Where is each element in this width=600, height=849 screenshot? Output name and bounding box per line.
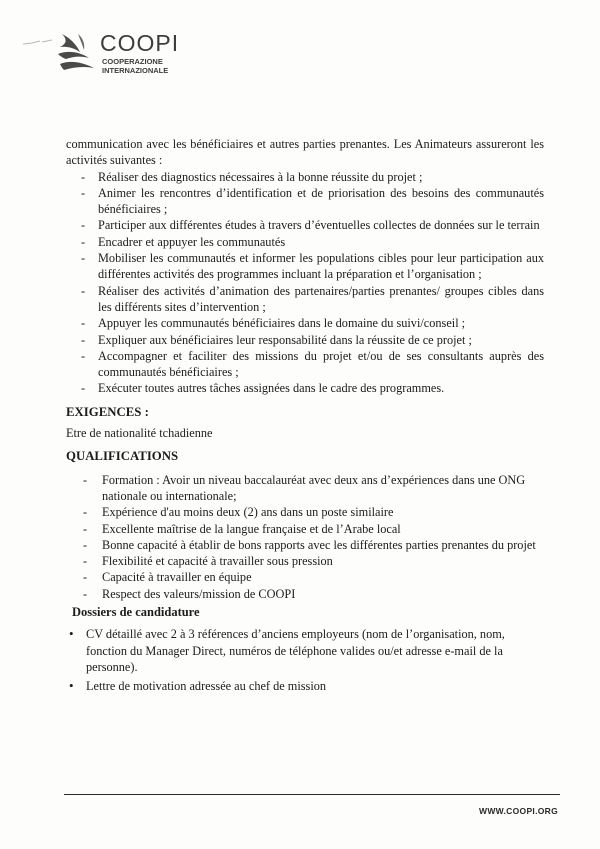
list-item: - Flexibilité et capacité à travailler sous pression (66, 553, 544, 569)
activities-list (66, 169, 544, 397)
list-item: - Expliquer aux bénéficiaires leur responsabilité dans la réussite de ce projet ; (66, 332, 544, 348)
list-item: - Excellente maîtrise de la langue française et de l’Arabe local (66, 521, 544, 537)
footer-divider (64, 794, 560, 795)
intro-paragraph: communication avec les bénéficiaires et autres parties prenantes. Les Animateurs assureront les activités suivantes : (66, 137, 544, 168)
list-item: - Appuyer les communautés bénéficiaires dans le domaine du suivi/conseil ; (66, 315, 544, 331)
qualifications-list (66, 472, 544, 602)
coopi-logo (56, 28, 196, 78)
list-item: - Animer les rencontres d’identification et de priorisation des besoins des communautés bénéficiaires ; (66, 185, 544, 218)
footer-url: WWW.COOPI.ORG (479, 806, 558, 816)
list-item: - Réaliser des activités d’animation des partenaires/parties prenantes/ groupes cibles dans les différents sites d’intervention ; (66, 283, 544, 316)
list-item: - Bonne capacité à établir de bons rapports avec les différentes parties prenantes du projet (66, 537, 544, 553)
list-item: - Capacité à travailler en équipe (66, 569, 544, 585)
dove-wave-icon (56, 28, 98, 76)
list-item: - Exécuter toutes autres tâches assignées dans le cadre des programmes. (66, 380, 544, 396)
list-item: • Lettre de motivation adressée au chef de mission (66, 678, 544, 694)
logo-subtitle (102, 58, 168, 75)
list-item: - Participer aux différentes études à travers d’éventuelles collectes de données sur le terrain (66, 217, 544, 233)
logo-subtitle-line: INTERNAZIONALE (102, 65, 169, 75)
list-item: - Formation : Avoir un niveau baccalauréat avec deux ans d’expériences dans une ONG nationale ou internationale; (66, 472, 544, 505)
exigences-heading: EXIGENCES : (66, 404, 149, 419)
list-item: - Accompagner et faciliter des missions du projet et/ou de ses consultants auprès des communautés bénéficiaires ; (66, 348, 544, 381)
list-item: - Respect des valeurs/mission de COOPI (66, 586, 544, 602)
document-body (66, 136, 544, 698)
list-item: - Mobiliser les communautés et informer les populations cibles pour leur participation aux différentes activités des programmes incluant la préparation et l’organisation ; (66, 250, 544, 283)
dossiers-heading: Dossiers de candidature (72, 605, 200, 620)
dossiers-list (66, 626, 544, 694)
list-item: • CV détaillé avec 2 à 3 références d’anciens employeurs (nom de l’organisation, nom, fonction du Manager Direct, numéros de téléphone valides ou/et adresse e-mail de la personne). (66, 626, 544, 675)
logo-name: COOPI (100, 30, 180, 56)
list-item: - Encadrer et appuyer les communautés (66, 234, 544, 250)
qualifications-heading: QUALIFICATIONS (66, 449, 179, 464)
logo-subtitle-line: COOPERAZIONE (102, 57, 163, 66)
list-item: - Réaliser des diagnostics nécessaires à la bonne réussite du projet ; (66, 169, 544, 185)
list-item: - Expérience d'au moins deux (2) ans dans un poste similaire (66, 504, 544, 520)
scan-mark (22, 38, 58, 48)
exigences-text: Etre de nationalité tchadienne (66, 426, 213, 441)
